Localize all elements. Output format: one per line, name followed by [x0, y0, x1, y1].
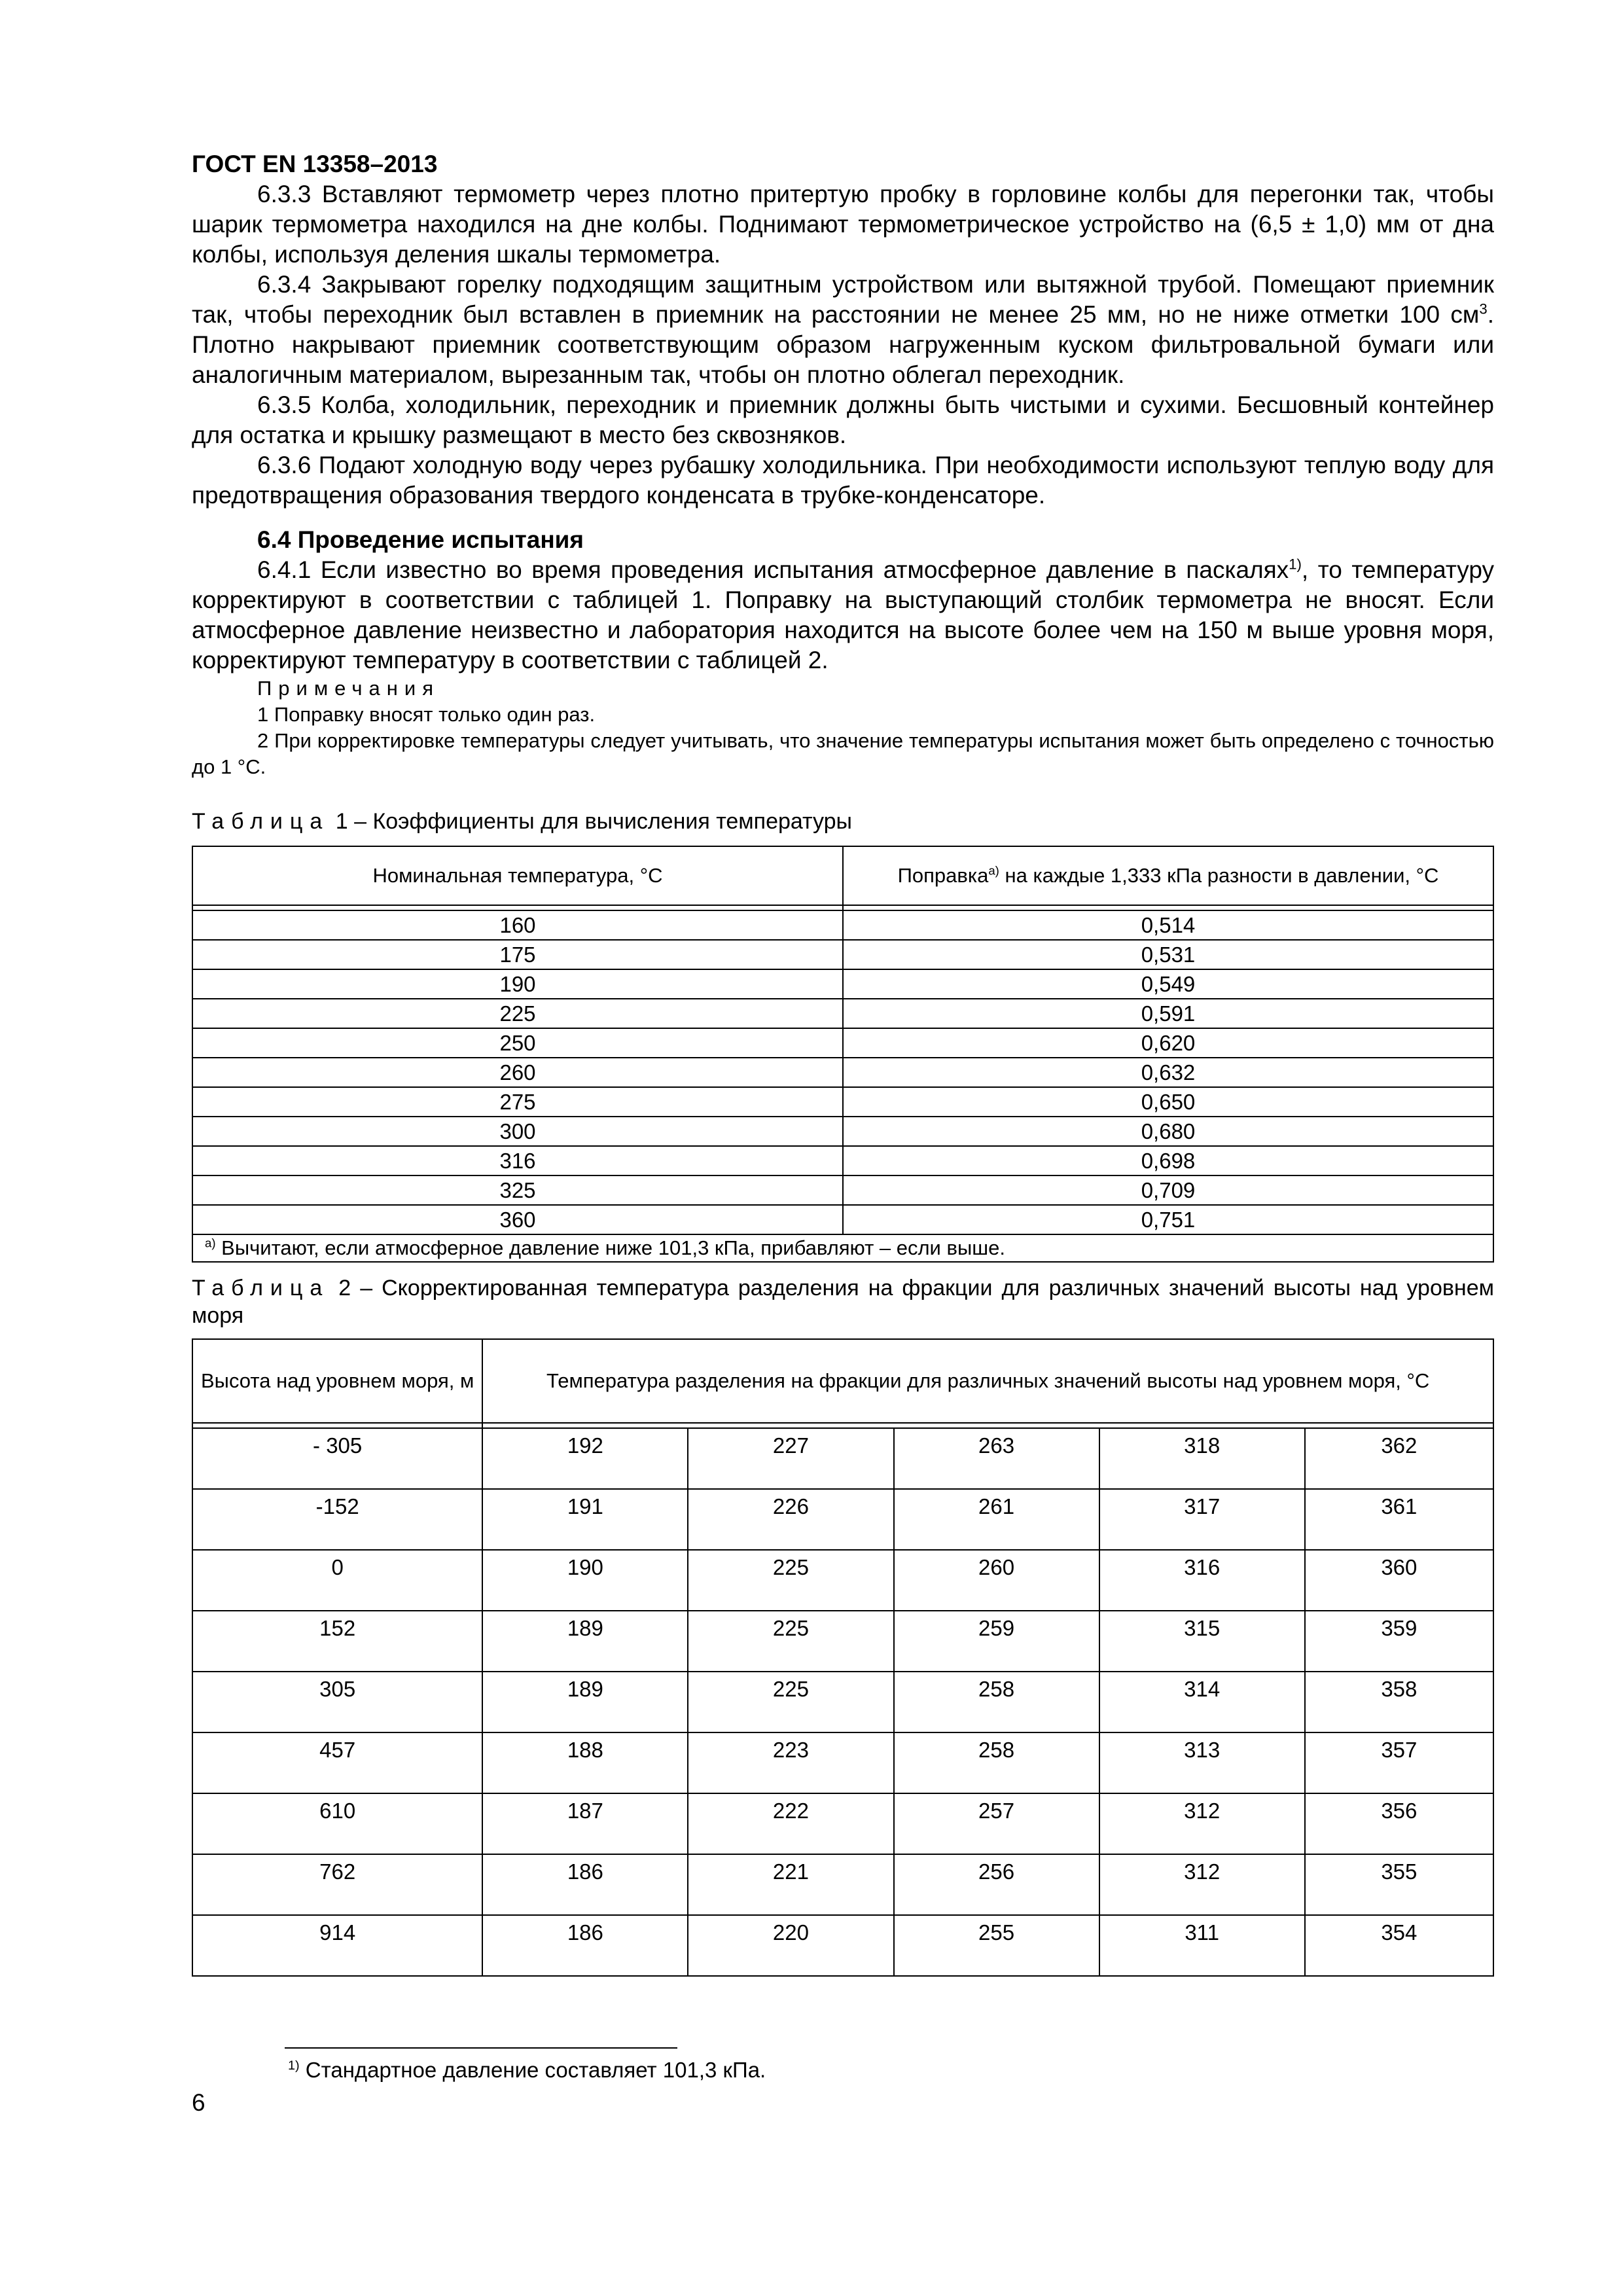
table1-cell-correction: 0,698	[843, 1146, 1493, 1175]
table2-cell-temperature: 188	[482, 1732, 688, 1793]
table1-footnote-text: Вычитают, если атмосферное давление ниже 101,3 кПа, прибавляют – если выше.	[215, 1236, 1005, 1259]
table1-cell-temperature: 316	[192, 1146, 843, 1175]
table1-caption-word: Таблица	[192, 809, 330, 834]
table1-cell-correction: 0,514	[843, 910, 1493, 940]
table2-cell-temperature: 263	[894, 1428, 1099, 1489]
table1-cell-temperature: 260	[192, 1058, 843, 1087]
table1-cell-correction: 0,632	[843, 1058, 1493, 1087]
table2-cell-altitude: 152	[192, 1611, 482, 1672]
paragraph-6-4-1	[192, 555, 1494, 675]
table2-cell-altitude: 305	[192, 1672, 482, 1732]
table-2	[192, 1338, 1494, 1977]
section-title: 6.4 Проведение испытания	[257, 526, 584, 553]
table1-footnote	[192, 1234, 1493, 1262]
table-row	[192, 1117, 1493, 1146]
table-row	[192, 1915, 1493, 1976]
table1-col2-text-b: на каждые 1,333 кПа разности в давлении, °С	[999, 864, 1439, 887]
table2-cell-temperature: 315	[1099, 1611, 1305, 1672]
gap-cell	[843, 905, 1493, 910]
table2-col-header-temperature: Температура разделения на фракции для различных значений высоты над уровнем моря, °С	[482, 1339, 1493, 1423]
footnote-rule	[285, 2047, 677, 2049]
footnote-ref: 1)	[1289, 556, 1302, 573]
paragraph-6-3-4-part2: . Плотно накрывают приемник соответствующим образом нагруженным куском фильтровальной бумаги или аналогичным материалом, вырезанным так, чтобы он плотно облегал переходник.	[192, 301, 1494, 388]
paragraph-6-3-4	[192, 270, 1494, 390]
table1-gap-row	[192, 905, 1493, 910]
table1-cell-temperature: 175	[192, 940, 843, 969]
table-row	[192, 1672, 1493, 1732]
paragraph-6-3-4-part1: 6.3.4 Закрывают горелку подходящим защитным устройством или вытяжной трубой. Помещают приемник так, чтобы переходник был вставлен в приемник на расстоянии не менее 25 мм, но не ниже отметки 100 см	[192, 271, 1494, 328]
table2-cell-temperature: 222	[688, 1793, 893, 1854]
table-row	[192, 1489, 1493, 1550]
page-footnote	[288, 2056, 766, 2084]
table1-cell-correction: 0,751	[843, 1205, 1493, 1234]
table2-cell-temperature: 223	[688, 1732, 893, 1793]
table1-cell-temperature: 275	[192, 1087, 843, 1117]
table1-cell-temperature: 190	[192, 969, 843, 999]
table-row	[192, 1611, 1493, 1672]
table2-caption	[192, 1274, 1494, 1329]
superscript-3: 3	[1479, 300, 1488, 317]
table2-cell-temperature: 312	[1099, 1854, 1305, 1915]
table2-cell-temperature: 362	[1305, 1428, 1493, 1489]
table2-cell-temperature: 189	[482, 1611, 688, 1672]
table2-cell-temperature: 255	[894, 1915, 1099, 1976]
table1-cell-correction: 0,620	[843, 1028, 1493, 1058]
gap-cell	[192, 905, 843, 910]
paragraph-6-3-5: 6.3.5 Колба, холодильник, переходник и приемник должны быть чистыми и сухими. Бесшовный контейнер для остатка и крышку размещают в место без сквозняков.	[192, 391, 1494, 448]
table2-body	[192, 1423, 1493, 1976]
table-row	[192, 969, 1493, 999]
table2-cell-temperature: 312	[1099, 1793, 1305, 1854]
table2-gap-row	[192, 1423, 1493, 1428]
table2-cell-temperature: 261	[894, 1489, 1099, 1550]
table-1	[192, 846, 1494, 1263]
table2-cell-temperature: 258	[894, 1672, 1099, 1732]
table2-cell-temperature: 358	[1305, 1672, 1493, 1732]
page-footnote-sup: 1)	[288, 2058, 300, 2073]
paragraph-6-4-1-part2: , то температуру корректируют в соответствии с таблицей 1. Поправку на выступающий столбик термометра не вносят. Если атмосферное давление неизвестно и лаборатория находится на высоте более чем на 150 м выше уровня моря, корректируют температуру в соответствии с таблицей 2.	[192, 556, 1495, 673]
table1-col-header-temperature: Номинальная температура, °С	[192, 846, 843, 905]
table1-cell-temperature: 325	[192, 1175, 843, 1205]
table2-cell-altitude: 0	[192, 1550, 482, 1611]
paragraph-6-3-3: 6.3.3 Вставляют термометр через плотно притертую пробку в горловине колбы для перегонки так, чтобы шарик термометра находился на дне колбы. Поднимают термометрическое устройство на (6,5 ± 1,0) мм от дна колбы, используя деления шкалы термометра.	[192, 181, 1494, 268]
table-row	[192, 999, 1493, 1028]
table-row	[192, 1550, 1493, 1611]
table2-cell-temperature: 191	[482, 1489, 688, 1550]
table2-cell-altitude: 762	[192, 1854, 482, 1915]
table1-col2-text-a: Поправка	[897, 864, 989, 887]
table-row	[192, 1205, 1493, 1234]
table2-caption-text: 2 – Скорректированная температура разделения на фракции для различных значений высоты над уровнем моря	[192, 1276, 1494, 1328]
table1-cell-temperature: 160	[192, 910, 843, 940]
table2-cell-temperature: 316	[1099, 1550, 1305, 1611]
table2-cell-altitude: - 305	[192, 1428, 482, 1489]
table2-cell-temperature: 311	[1099, 1915, 1305, 1976]
table1-cell-correction: 0,549	[843, 969, 1493, 999]
document-header: ГОСТ EN 13358–2013	[192, 151, 438, 177]
note-1: 1 Поправку вносят только один раз.	[257, 703, 596, 726]
table2-cell-altitude: 610	[192, 1793, 482, 1854]
table2-cell-temperature: 226	[688, 1489, 893, 1550]
table2-cell-altitude: -152	[192, 1489, 482, 1550]
page-number: 6	[192, 2089, 205, 2116]
table2-cell-altitude: 457	[192, 1732, 482, 1793]
table2-cell-temperature: 355	[1305, 1854, 1493, 1915]
table1-col2-sup: а)	[988, 863, 999, 878]
table-row	[192, 910, 1493, 940]
table2-cell-temperature: 225	[688, 1550, 893, 1611]
table2-cell-temperature: 190	[482, 1550, 688, 1611]
table2-cell-temperature: 317	[1099, 1489, 1305, 1550]
table1-body	[192, 905, 1493, 1234]
table1-cell-correction: 0,650	[843, 1087, 1493, 1117]
table2-cell-temperature: 357	[1305, 1732, 1493, 1793]
table2-cell-temperature: 225	[688, 1611, 893, 1672]
table1-cell-correction: 0,531	[843, 940, 1493, 969]
table2-cell-temperature: 186	[482, 1915, 688, 1976]
table1-cell-temperature: 360	[192, 1205, 843, 1234]
table2-cell-temperature: 259	[894, 1611, 1099, 1672]
table-row	[192, 1146, 1493, 1175]
paragraph-6-4-1-part1: 6.4.1 Если известно во время проведения испытания атмосферное давление в паскалях	[257, 556, 1289, 583]
table2-cell-temperature: 318	[1099, 1428, 1305, 1489]
table-row	[192, 1058, 1493, 1087]
table2-cell-temperature: 359	[1305, 1611, 1493, 1672]
table2-cell-temperature: 354	[1305, 1915, 1493, 1976]
table2-cell-temperature: 361	[1305, 1489, 1493, 1550]
note-2: 2 При корректировке температуры следует учитывать, что значение температуры испытания может быть определено с точностью до 1 °С.	[192, 729, 1494, 778]
table1-footnote-sup: а)	[205, 1236, 216, 1250]
table2-cell-temperature: 260	[894, 1550, 1099, 1611]
table2-cell-temperature: 187	[482, 1793, 688, 1854]
table1-caption-text: 1 – Коэффициенты для вычисления температуры	[329, 809, 852, 834]
table-row	[192, 1175, 1493, 1205]
table1-cell-correction: 0,591	[843, 999, 1493, 1028]
table2-cell-temperature: 313	[1099, 1732, 1305, 1793]
table1-col-header-correction	[843, 846, 1493, 905]
table2-cell-temperature: 257	[894, 1793, 1099, 1854]
table2-cell-temperature: 225	[688, 1672, 893, 1732]
paragraph-6-3-6: 6.3.6 Подают холодную воду через рубашку холодильника. При необходимости используют теплую воду для предотвращения образования твердого конденсата в трубке-конденсаторе.	[192, 452, 1494, 509]
table1-cell-temperature: 225	[192, 999, 843, 1028]
table-row	[192, 1793, 1493, 1854]
table1-cell-correction: 0,680	[843, 1117, 1493, 1146]
table-row	[192, 1854, 1493, 1915]
table1-cell-correction: 0,709	[843, 1175, 1493, 1205]
table2-cell-temperature: 227	[688, 1428, 893, 1489]
notes-title: Примечания	[257, 677, 440, 700]
table2-cell-temperature: 220	[688, 1915, 893, 1976]
table2-cell-temperature: 356	[1305, 1793, 1493, 1854]
table-row	[192, 1428, 1493, 1489]
gap-cell	[192, 1423, 482, 1428]
table2-cell-temperature: 258	[894, 1732, 1099, 1793]
table2-cell-temperature: 192	[482, 1428, 688, 1489]
table2-cell-temperature: 186	[482, 1854, 688, 1915]
table2-caption-word: Таблица	[192, 1276, 330, 1300]
gap-cell	[482, 1423, 1493, 1428]
table1-caption	[192, 808, 1494, 835]
table2-col-header-altitude: Высота над уровнем моря, м	[192, 1339, 482, 1423]
table-row	[192, 1732, 1493, 1793]
table1-cell-temperature: 300	[192, 1117, 843, 1146]
table2-cell-temperature: 189	[482, 1672, 688, 1732]
table2-cell-altitude: 914	[192, 1915, 482, 1976]
table2-cell-temperature: 221	[688, 1854, 893, 1915]
document-page	[192, 149, 1494, 1977]
page-footnote-text: Стандартное давление составляет 101,3 кПа.	[299, 2058, 766, 2082]
table2-cell-temperature: 256	[894, 1854, 1099, 1915]
table-row	[192, 940, 1493, 969]
table2-cell-temperature: 314	[1099, 1672, 1305, 1732]
table-row	[192, 1028, 1493, 1058]
table2-cell-temperature: 360	[1305, 1550, 1493, 1611]
table1-cell-temperature: 250	[192, 1028, 843, 1058]
table-row	[192, 1087, 1493, 1117]
